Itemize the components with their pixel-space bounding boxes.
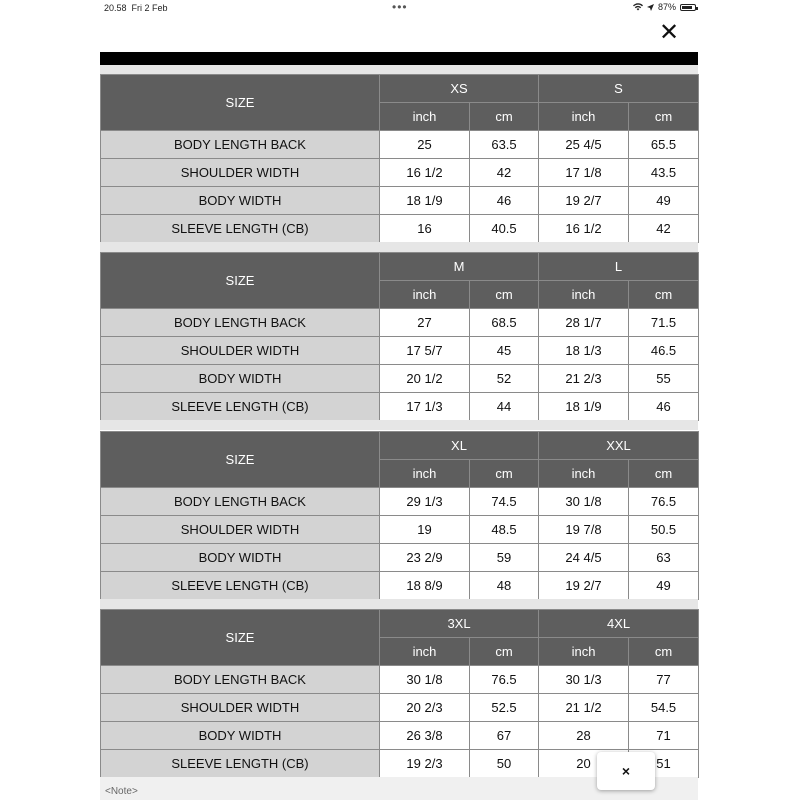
unit-header: inch xyxy=(539,281,629,309)
header-bar xyxy=(100,52,698,65)
unit-header: inch xyxy=(380,638,470,666)
size-column-header: XL xyxy=(380,432,539,460)
size-table xyxy=(100,252,698,421)
size-column-header: L xyxy=(539,253,699,281)
unit-header: cm xyxy=(629,281,699,309)
measurement-value: 74.5 xyxy=(470,488,539,516)
measurement-label: BODY WIDTH xyxy=(101,365,380,393)
size-column-header: XS xyxy=(380,75,539,103)
table-row xyxy=(101,365,699,393)
measurement-value: 71 xyxy=(629,722,699,750)
size-column-header: S xyxy=(539,75,699,103)
measurement-value: 77 xyxy=(629,666,699,694)
unit-header: cm xyxy=(470,281,539,309)
size-table xyxy=(100,74,698,243)
measurement-label: BODY LENGTH BACK xyxy=(101,131,380,159)
measurement-label: BODY WIDTH xyxy=(101,722,380,750)
measurement-value: 30 1/8 xyxy=(380,666,470,694)
measurement-value: 16 1/2 xyxy=(380,159,470,187)
unit-header: inch xyxy=(539,638,629,666)
measurement-value: 19 2/7 xyxy=(539,187,629,215)
measurement-value: 30 1/3 xyxy=(539,666,629,694)
status-indicators xyxy=(633,2,696,12)
size-column-header: 3XL xyxy=(380,610,539,638)
table-row xyxy=(101,131,699,159)
measurement-value: 46.5 xyxy=(629,337,699,365)
measurement-label: SLEEVE LENGTH (CB) xyxy=(101,750,380,778)
measurement-value: 63 xyxy=(629,544,699,572)
measurement-label: BODY LENGTH BACK xyxy=(101,488,380,516)
table-row xyxy=(101,572,699,600)
measurement-value: 17 5/7 xyxy=(380,337,470,365)
measurement-label: SLEEVE LENGTH (CB) xyxy=(101,572,380,600)
unit-header: inch xyxy=(539,103,629,131)
table-row xyxy=(101,516,699,544)
battery-percent: 87% xyxy=(657,2,676,12)
size-header: SIZE xyxy=(101,610,380,666)
measurement-value: 44 xyxy=(470,393,539,421)
measurement-value: 28 1/7 xyxy=(539,309,629,337)
measurement-value: 76.5 xyxy=(470,666,539,694)
measurement-value: 19 7/8 xyxy=(539,516,629,544)
table-row xyxy=(101,544,699,572)
measurement-label: SHOULDER WIDTH xyxy=(101,159,380,187)
table-row xyxy=(101,159,699,187)
location-arrow-icon xyxy=(647,4,654,11)
table-row xyxy=(101,187,699,215)
measurement-value: 42 xyxy=(629,215,699,243)
measurement-value: 28 xyxy=(539,722,629,750)
unit-header: cm xyxy=(629,638,699,666)
measurement-value: 20 xyxy=(539,750,629,778)
size-header: SIZE xyxy=(101,75,380,131)
measurement-value: 30 1/8 xyxy=(539,488,629,516)
measurement-value: 52 xyxy=(470,365,539,393)
size-table xyxy=(100,431,698,600)
measurement-value: 46 xyxy=(470,187,539,215)
measurement-label: SHOULDER WIDTH xyxy=(101,516,380,544)
table-divider xyxy=(100,420,698,430)
table-row xyxy=(101,393,699,421)
size-column-header: XXL xyxy=(539,432,699,460)
table-row xyxy=(101,309,699,337)
measurement-value: 19 xyxy=(380,516,470,544)
popup-close-button[interactable]: × xyxy=(597,752,655,790)
table-divider xyxy=(100,242,698,252)
unit-header: cm xyxy=(470,103,539,131)
measurement-label: BODY WIDTH xyxy=(101,187,380,215)
measurement-value: 24 4/5 xyxy=(539,544,629,572)
measurement-value: 19 2/7 xyxy=(539,572,629,600)
table-row xyxy=(101,215,699,243)
measurement-value: 48.5 xyxy=(470,516,539,544)
unit-header: inch xyxy=(380,103,470,131)
measurement-value: 17 1/3 xyxy=(380,393,470,421)
size-header: SIZE xyxy=(101,432,380,488)
table-row xyxy=(101,694,699,722)
measurement-value: 50 xyxy=(470,750,539,778)
measurement-value: 45 xyxy=(470,337,539,365)
table-divider xyxy=(100,599,698,609)
measurement-value: 65.5 xyxy=(629,131,699,159)
measurement-value: 23 2/9 xyxy=(380,544,470,572)
status-date: Fri 2 Feb xyxy=(131,3,168,13)
note-label: <Note> xyxy=(105,786,138,797)
unit-header: inch xyxy=(539,460,629,488)
measurement-value: 46 xyxy=(629,393,699,421)
measurement-value: 76.5 xyxy=(629,488,699,516)
measurement-label: SLEEVE LENGTH (CB) xyxy=(101,393,380,421)
measurement-label: SLEEVE LENGTH (CB) xyxy=(101,215,380,243)
table-row xyxy=(101,666,699,694)
size-column-header: M xyxy=(380,253,539,281)
measurement-value: 40.5 xyxy=(470,215,539,243)
table-row xyxy=(101,488,699,516)
close-icon[interactable]: ✕ xyxy=(658,19,680,46)
unit-header: cm xyxy=(470,638,539,666)
status-time: 20.58 Fri 2 Feb xyxy=(104,3,168,13)
measurement-label: BODY WIDTH xyxy=(101,544,380,572)
measurement-value: 18 1/9 xyxy=(380,187,470,215)
measurement-value: 27 xyxy=(380,309,470,337)
unit-header: cm xyxy=(629,103,699,131)
measurement-value: 63.5 xyxy=(470,131,539,159)
unit-header: cm xyxy=(470,460,539,488)
measurement-value: 21 2/3 xyxy=(539,365,629,393)
multitasking-dots-icon[interactable]: ••• xyxy=(392,0,408,14)
size-header: SIZE xyxy=(101,253,380,309)
table-row xyxy=(101,722,699,750)
table-row xyxy=(101,337,699,365)
measurement-value: 26 3/8 xyxy=(380,722,470,750)
size-column-header: 4XL xyxy=(539,610,699,638)
divider xyxy=(100,65,698,74)
measurement-value: 51 xyxy=(629,750,699,778)
measurement-label: SHOULDER WIDTH xyxy=(101,694,380,722)
measurement-value: 25 xyxy=(380,131,470,159)
measurement-value: 52.5 xyxy=(470,694,539,722)
measurement-value: 48 xyxy=(470,572,539,600)
measurement-value: 20 2/3 xyxy=(380,694,470,722)
measurement-value: 71.5 xyxy=(629,309,699,337)
measurement-value: 18 1/3 xyxy=(539,337,629,365)
measurement-value: 54.5 xyxy=(629,694,699,722)
measurement-value: 20 1/2 xyxy=(380,365,470,393)
measurement-value: 21 1/2 xyxy=(539,694,629,722)
unit-header: inch xyxy=(380,281,470,309)
measurement-value: 17 1/8 xyxy=(539,159,629,187)
measurement-value: 55 xyxy=(629,365,699,393)
measurement-value: 43.5 xyxy=(629,159,699,187)
measurement-value: 59 xyxy=(470,544,539,572)
measurement-value: 68.5 xyxy=(470,309,539,337)
measurement-label: BODY LENGTH BACK xyxy=(101,666,380,694)
measurement-value: 42 xyxy=(470,159,539,187)
measurement-value: 25 4/5 xyxy=(539,131,629,159)
measurement-value: 18 8/9 xyxy=(380,572,470,600)
unit-header: inch xyxy=(380,460,470,488)
measurement-value: 67 xyxy=(470,722,539,750)
measurement-label: BODY LENGTH BACK xyxy=(101,309,380,337)
measurement-value: 49 xyxy=(629,187,699,215)
measurement-value: 49 xyxy=(629,572,699,600)
measurement-value: 19 2/3 xyxy=(380,750,470,778)
measurement-value: 18 1/9 xyxy=(539,393,629,421)
measurement-value: 50.5 xyxy=(629,516,699,544)
measurement-value: 16 xyxy=(380,215,470,243)
unit-header: cm xyxy=(629,460,699,488)
wifi-icon xyxy=(633,3,643,11)
measurement-label: SHOULDER WIDTH xyxy=(101,337,380,365)
measurement-value: 16 1/2 xyxy=(539,215,629,243)
battery-icon xyxy=(680,4,696,11)
measurement-value: 29 1/3 xyxy=(380,488,470,516)
status-bar xyxy=(0,0,800,16)
